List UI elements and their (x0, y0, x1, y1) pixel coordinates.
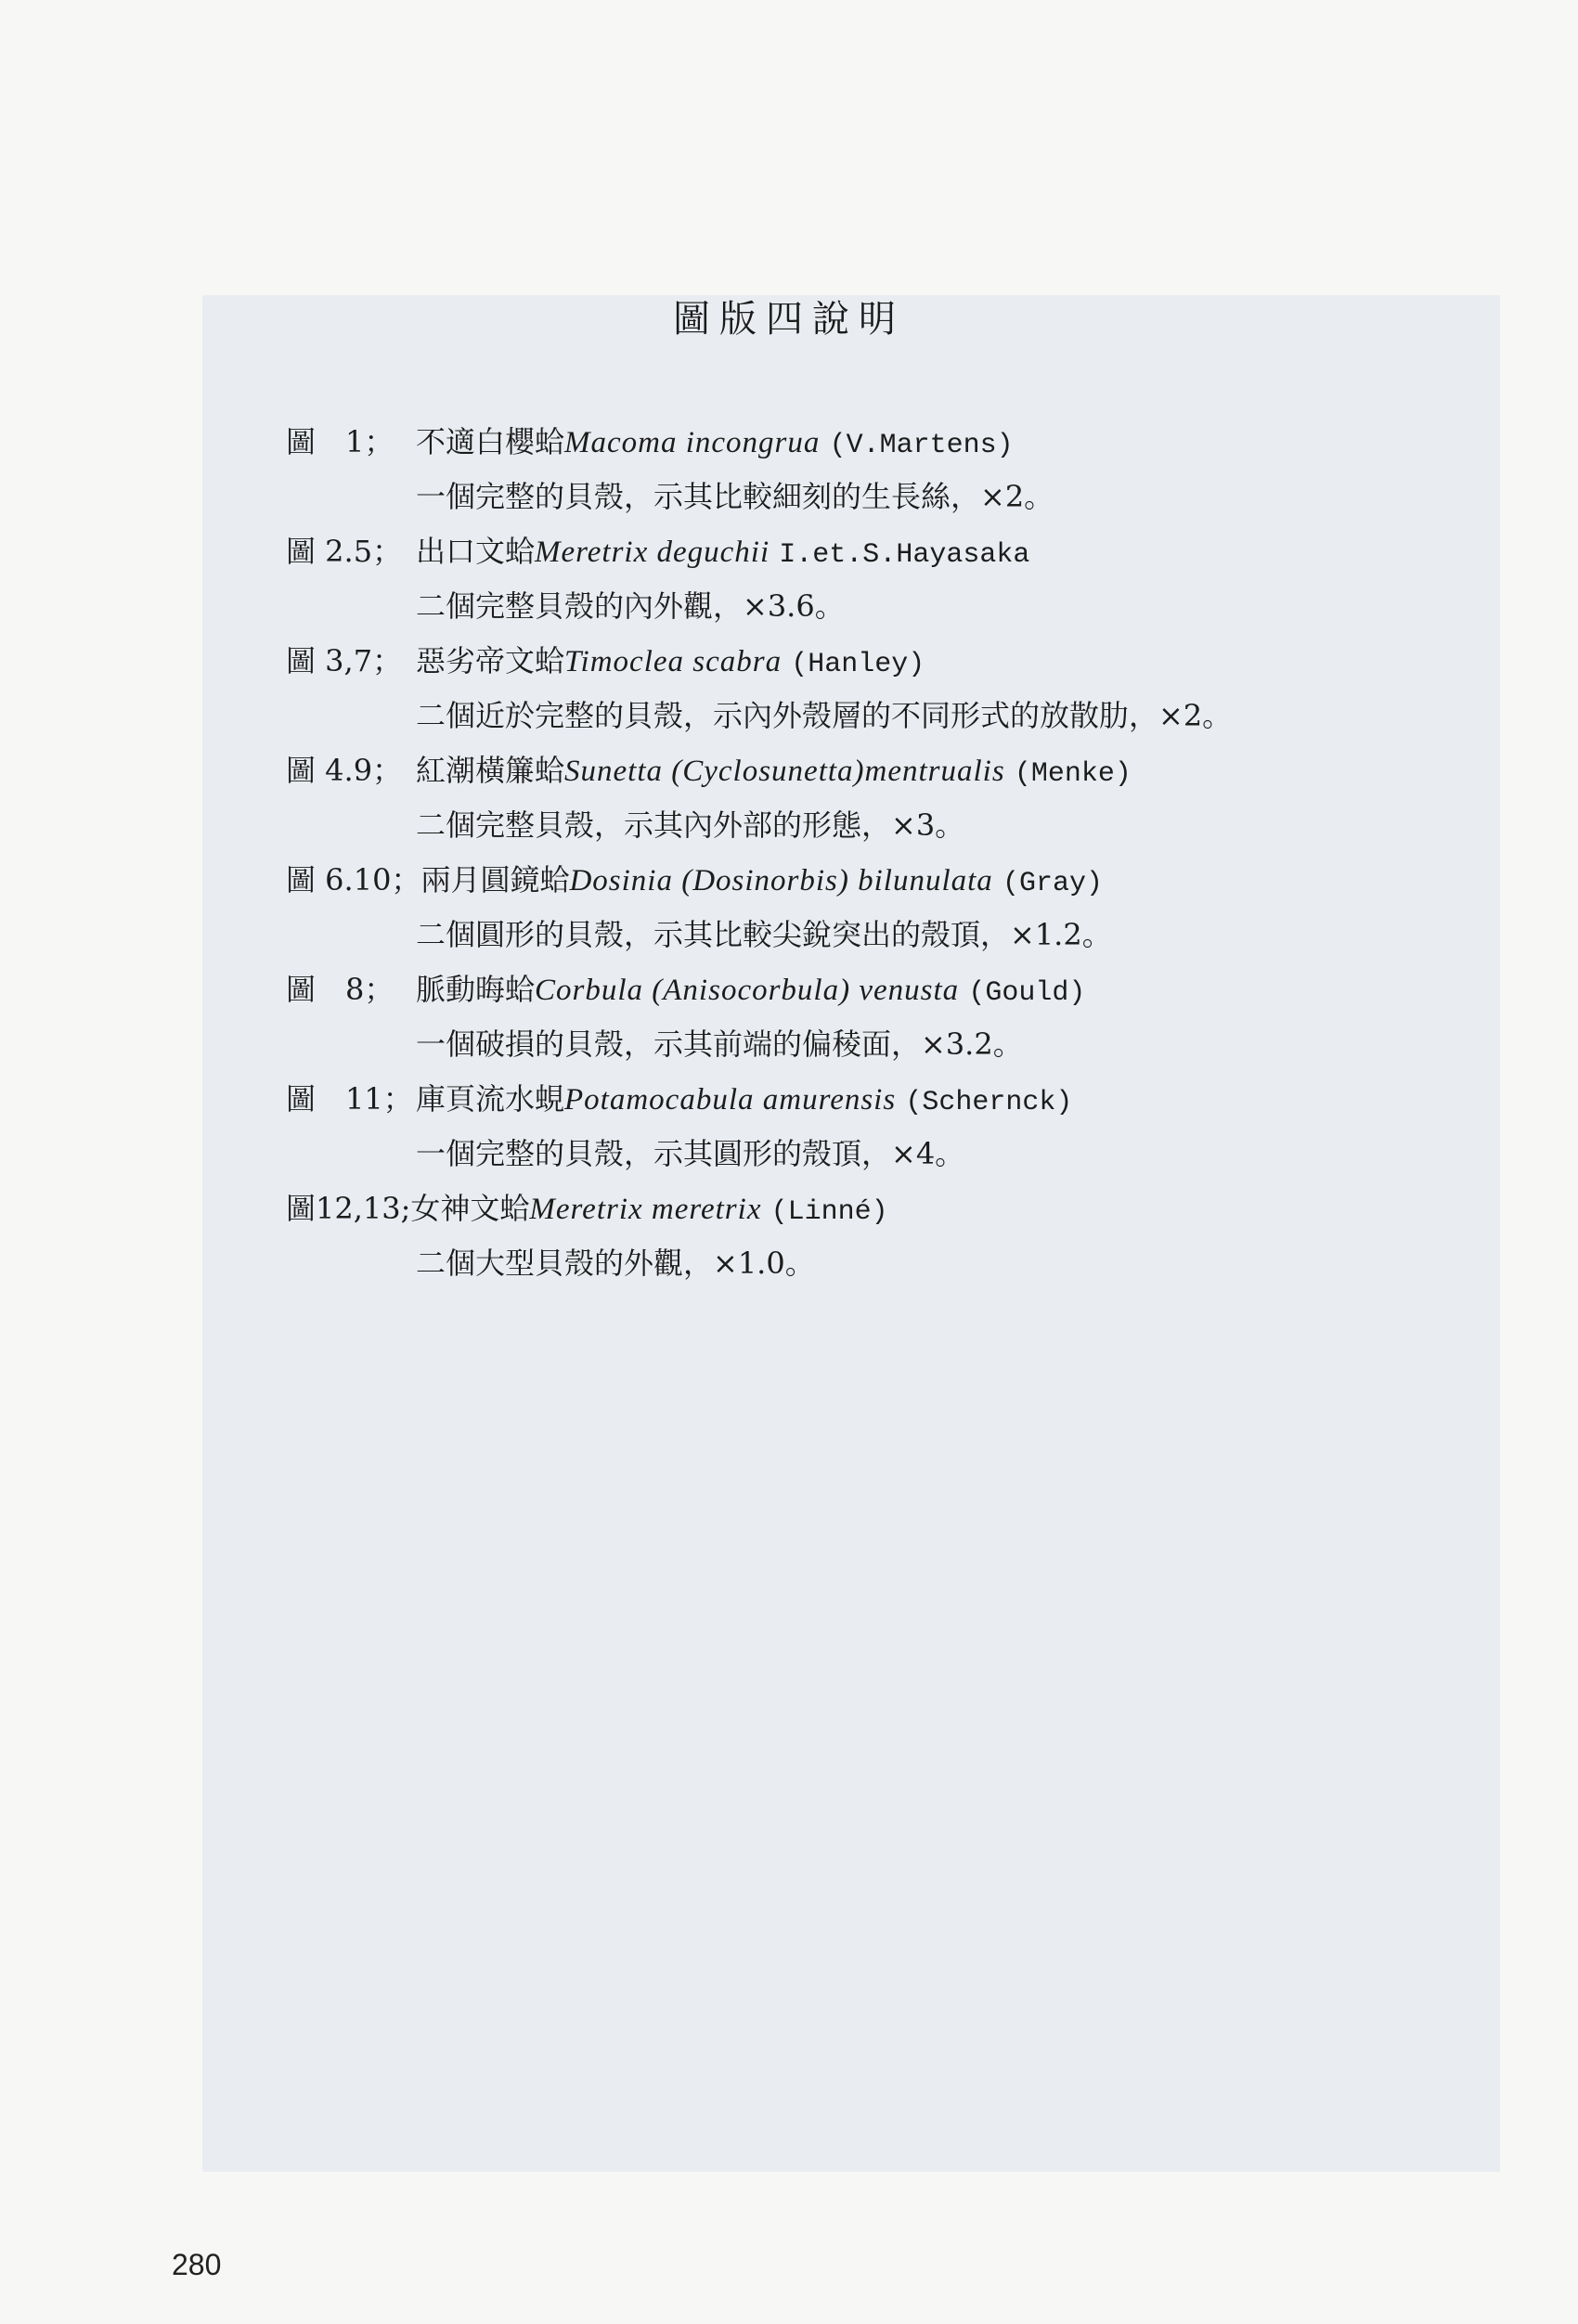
common-name: 不適白櫻蛤 (416, 424, 565, 459)
authority: (Linné) (770, 1196, 888, 1228)
authority: (Hanley) (791, 649, 925, 680)
common-name: 兩月圓鏡蛤 (420, 862, 570, 897)
authority: (Gray) (1002, 868, 1104, 899)
figure-label: 圖 3,7； (286, 643, 403, 678)
figure-description: 二個完整貝殼的內外觀，×3.6。 (416, 588, 845, 624)
caption-entry (286, 742, 1437, 852)
scientific-name: Corbula (Anisocorbula) venusta (535, 974, 960, 1007)
common-name: 紅潮橫簾蛤 (416, 753, 565, 788)
caption-entry (286, 962, 1437, 1071)
figure-label: 圖 2.5； (286, 534, 403, 569)
scientific-name: Macoma incongrua (564, 426, 821, 459)
scientific-name: Meretrix deguchii (535, 536, 770, 569)
authority: (Schernck) (905, 1087, 1073, 1118)
caption-entry (286, 633, 1437, 742)
figure-description: 二個完整貝殼，示其內外部的形態，×3。 (416, 807, 965, 843)
caption-list (286, 414, 1437, 1290)
scientific-name: Timoclea scabra (564, 645, 783, 678)
caption-entry (286, 852, 1437, 962)
page-number: 280 (172, 2248, 222, 2281)
caption-entry (286, 1071, 1437, 1181)
scientific-name: Meretrix meretrix (529, 1193, 762, 1226)
caption-entry (286, 523, 1437, 633)
figure-label: 圖 4.9； (286, 753, 403, 788)
figure-description: 二個圓形的貝殼，示其比較尖銳突出的殼頂，×1.2。 (416, 917, 1112, 952)
figure-label: 圖 11； (286, 1081, 413, 1117)
figure-description: 一個完整的貝殼，示其圓形的殼頂，×4。 (416, 1136, 965, 1171)
common-name: 惡劣帝文蛤 (416, 643, 565, 678)
common-name: 女神文蛤 (410, 1191, 530, 1226)
common-name: 脈動晦蛤 (416, 972, 536, 1007)
authority: (Menke) (1014, 758, 1132, 790)
scientific-name: Sunetta (Cyclosunetta)mentrualis (564, 755, 1005, 788)
page-title: 圖版四說明 (673, 298, 905, 341)
figure-description: 二個大型貝殼的外觀，×1.0。 (416, 1246, 815, 1281)
authority: (Gould) (968, 977, 1086, 1009)
figure-label: 圖 1； (286, 424, 394, 459)
scientific-name: Dosinia (Dosinorbis) bilunulata (569, 864, 993, 897)
authority: (V.Martens) (829, 430, 1014, 461)
figure-description: 一個破損的貝殼，示其前端的偏稜面，×3.2。 (416, 1026, 1023, 1062)
figure-label: 圖12,13; (286, 1191, 411, 1226)
caption-entry (286, 414, 1437, 523)
scientific-name: Potamocabula amurensis (564, 1083, 897, 1117)
figure-description: 一個完整的貝殼，示其比較細刻的生長絲，×2。 (416, 479, 1054, 514)
common-name: 出口文蛤 (416, 534, 536, 569)
common-name: 庫頁流水蜆 (416, 1081, 565, 1117)
figure-label: 圖 8； (286, 972, 394, 1007)
caption-entry (286, 1181, 1437, 1290)
authority: I.et.S.Hayasaka (779, 539, 1030, 571)
figure-label: 圖 6.10； (286, 862, 421, 897)
figure-description: 二個近於完整的貝殼，示內外殼層的不同形式的放散肋，×2。 (416, 698, 1233, 733)
